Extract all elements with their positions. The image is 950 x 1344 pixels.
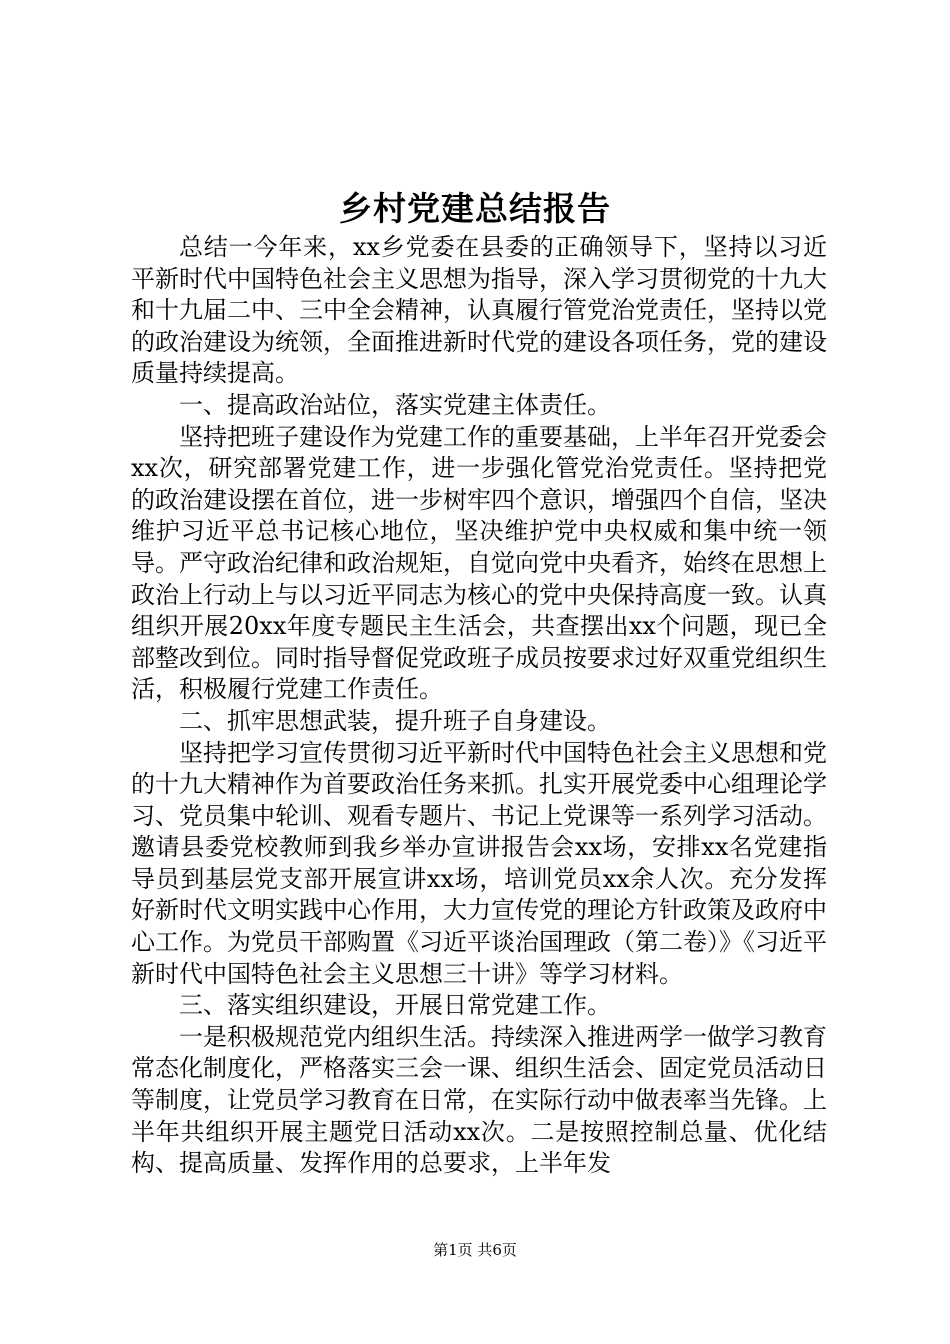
document-title: 乡村党建总结报告 xyxy=(339,189,611,228)
document-body xyxy=(131,232,827,1180)
page-number-footer: 第1页 共6页 xyxy=(433,1241,517,1259)
section-heading-2: 二、抓牢思想武装，提升班子自身建设。 xyxy=(179,706,611,735)
paragraph-section-1: 坚持把班子建设作为党建工作的重要基础，上半年召开党委会xx次，研究部署党建工作，进一步强化管党治党责任。坚持把党的政治建设摆在首位，进一步树牢四个意识，增强四个自信，坚决维护习近平总书记核心地位，坚决维护党中央权威和集中统一领导。严守政治纪律和政治规矩，自觉向党中央看齐，始终在思想上政治上行动上与以习近平同志为核心的党中央保持高度一致。认真组织开展20xx年度专题民主生活会，共查摆出xx个问题，现已全部整改到位。同时指导督促党政班子成员按要求过好双重党组织生活，积极履行党建工作责任。 xyxy=(131,422,827,704)
paragraph-section-2: 坚持把学习宣传贯彻习近平新时代中国特色社会主义思想和党的十九大精神作为首要政治任务来抓。扎实开展党委中心组理论学习、党员集中轮训、观看专题片、书记上党课等一系列学习活动。邀请县委党校教师到我乡举办宣讲报告会xx场，安排xx名党建指导员到基层党支部开展宣讲xx场，培训党员xx余人次。充分发挥好新时代文明实践中心作用，大力宣传党的理论方针政策及政府中心工作。为党员干部购置《习近平谈治国理政（第二卷）》《习近平新时代中国特色社会主义思想三十讲》等学习材料。 xyxy=(131,738,827,988)
section-heading-3: 三、落实组织建设，开展日常党建工作。 xyxy=(179,991,611,1020)
section-heading-1: 一、提高政治站位，落实党建主体责任。 xyxy=(179,390,611,419)
paragraph-section-3: 一是积极规范党内组织生活。持续深入推进两学一做学习教育常态化制度化，严格落实三会一课、组织生活会、固定党员活动日等制度，让党员学习教育在日常，在实际行动中做表率当先锋。上半年共组织开展主题党日活动xx次。二是按照控制总量、优化结构、提高质量、发挥作用的总要求，上半年发 xyxy=(131,1022,827,1178)
paragraph-intro: 总结一今年来，xx乡党委在县委的正确领导下，坚持以习近平新时代中国特色社会主义思想为指导，深入学习贯彻党的十九大和十九届二中、三中全会精神，认真履行管党治党责任，坚持以党的政治建设为统领，全面推进新时代党的建设各项任务，党的建设质量持续提高。 xyxy=(131,233,827,388)
